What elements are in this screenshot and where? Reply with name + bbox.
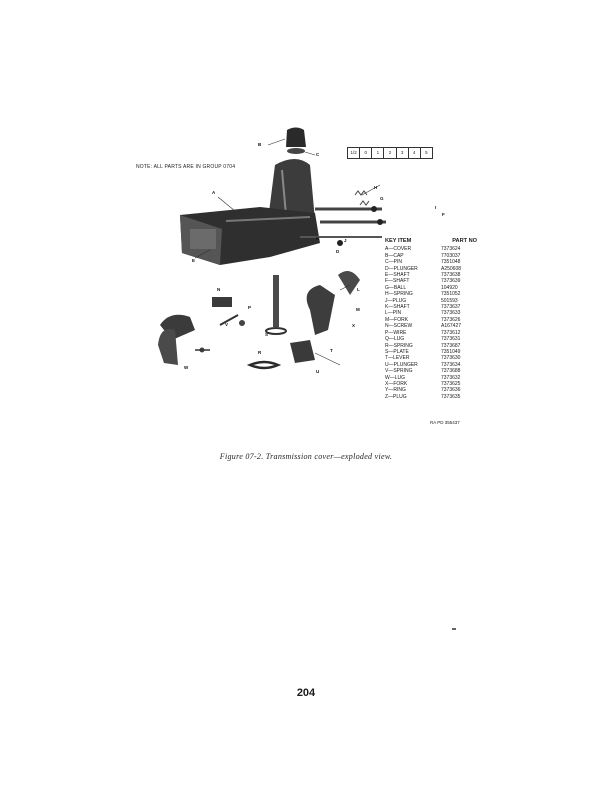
callout-d: D	[336, 249, 340, 254]
callout-n: M	[356, 307, 360, 312]
callout-j: I	[435, 205, 437, 210]
legend-part-number: 7373688	[441, 368, 461, 375]
callout-w: V	[225, 322, 229, 327]
legend-part-number: 501593	[441, 297, 458, 304]
ra-pd-number: RA PD 355437	[430, 420, 460, 425]
legend-part-number: 7703037	[441, 252, 461, 259]
callout-m: L	[357, 287, 360, 292]
legend-row	[385, 394, 477, 400]
scale-cell: 0	[360, 148, 372, 158]
legend-item: Q—LUG	[385, 336, 405, 343]
callout-t: S	[265, 332, 269, 337]
scale-cell: 2	[384, 148, 396, 158]
callout-p: N	[217, 287, 221, 292]
legend-item: R—SPRING	[385, 342, 413, 349]
legend-part-number: 7351052	[441, 291, 461, 298]
legend-item: P—WIRE	[385, 329, 407, 336]
legend-item: N—SCREW	[385, 323, 413, 330]
legend-part-number: 7373630	[441, 355, 461, 362]
callout-b: B	[258, 142, 262, 147]
legend-part-number: 104920	[441, 284, 458, 291]
legend-item: T—LEVER	[385, 355, 410, 362]
legend-part-number: 7373635	[441, 393, 461, 400]
callout-c: C	[316, 152, 320, 157]
legend-part-number: 7373687	[441, 342, 461, 349]
legend-item: W—LUG	[385, 374, 405, 381]
legend-part-number: 7373625	[441, 380, 461, 387]
legend-item: Z—PLUG	[385, 393, 407, 400]
parts-legend	[385, 238, 477, 400]
callout-y: X	[352, 323, 356, 328]
legend-part-number: 7373612	[441, 329, 461, 336]
legend-part-number: 7373633	[441, 310, 461, 317]
legend-part-number: 7373626	[441, 316, 461, 323]
legend-part-number: A250608	[441, 265, 462, 272]
legend-part-number: 7373632	[441, 374, 461, 381]
legend-part-number: 7373634	[441, 361, 461, 368]
figure-note: NOTE: ALL PARTS ARE IN GROUP 0704	[136, 164, 236, 170]
callout-e: E	[192, 258, 196, 263]
callout-a: A	[212, 190, 216, 195]
transmission-cover-illustration	[150, 125, 390, 395]
legend-item: H—SPRING	[385, 291, 413, 298]
legend-part-number: 7373631	[441, 336, 461, 343]
legend-part-number: 7351048	[441, 259, 461, 266]
callout-f: F	[442, 212, 445, 217]
legend-part-number: 7351049	[441, 348, 461, 355]
page-number: 204	[296, 687, 316, 699]
legend-item: G—BALL	[385, 284, 407, 291]
legend-item: X—FORK	[385, 380, 408, 387]
legend-part-number: A167427	[441, 323, 462, 330]
scan-mark	[452, 628, 456, 630]
legend-item: A—COVER	[385, 246, 412, 253]
scale-cell: 1	[372, 148, 384, 158]
figure-caption: Figure 07-2. Transmission cover—exploded view.	[219, 452, 393, 461]
legend-part-number: 7373639	[441, 278, 461, 285]
legend-part-number: 7373638	[441, 272, 461, 279]
legend-item: B—CAP	[385, 252, 404, 259]
legend-item: F—SHAFT	[385, 278, 410, 285]
scale-cell: 3	[397, 148, 409, 158]
callout-x: W	[184, 365, 189, 370]
legend-item: Y—RING	[385, 387, 406, 394]
legend-item: S—PLATE	[385, 348, 409, 355]
scale-cell: 1/2	[348, 148, 360, 158]
legend-part-number: 7373624	[441, 246, 461, 253]
legend-item: L—PIN	[385, 310, 402, 317]
callout-s: R	[258, 350, 262, 355]
scale-cell: 5	[425, 150, 428, 155]
legend-item: V—SPRING	[385, 368, 413, 375]
callout-h: H	[374, 185, 378, 190]
legend-header-part: PART NO	[452, 238, 477, 244]
callout-u: T	[330, 348, 333, 353]
legend-item: U—PLUNGER	[385, 361, 418, 368]
legend-part-number: 7373637	[441, 304, 461, 311]
legend-part-number: 7373636	[441, 387, 461, 394]
legend-rows	[385, 246, 477, 400]
callout-v: U	[316, 369, 320, 374]
callout-g: G	[380, 196, 384, 201]
callout-l: K	[316, 236, 320, 241]
legend-item: E—SHAFT	[385, 272, 410, 279]
legend-item: K—SHAFT	[385, 304, 410, 311]
legend-item: J—PLUG	[385, 297, 407, 304]
legend-item: D—PLUNGER	[385, 265, 418, 272]
callout-k: J	[344, 238, 347, 243]
legend-header	[385, 238, 477, 244]
legend-item: M—FORK	[385, 316, 409, 323]
scale-cell: 4	[409, 148, 421, 158]
callout-q: P	[248, 305, 252, 310]
legend-item: C—PIN	[385, 259, 402, 266]
legend-header-item: KEY ITEM	[385, 238, 412, 244]
